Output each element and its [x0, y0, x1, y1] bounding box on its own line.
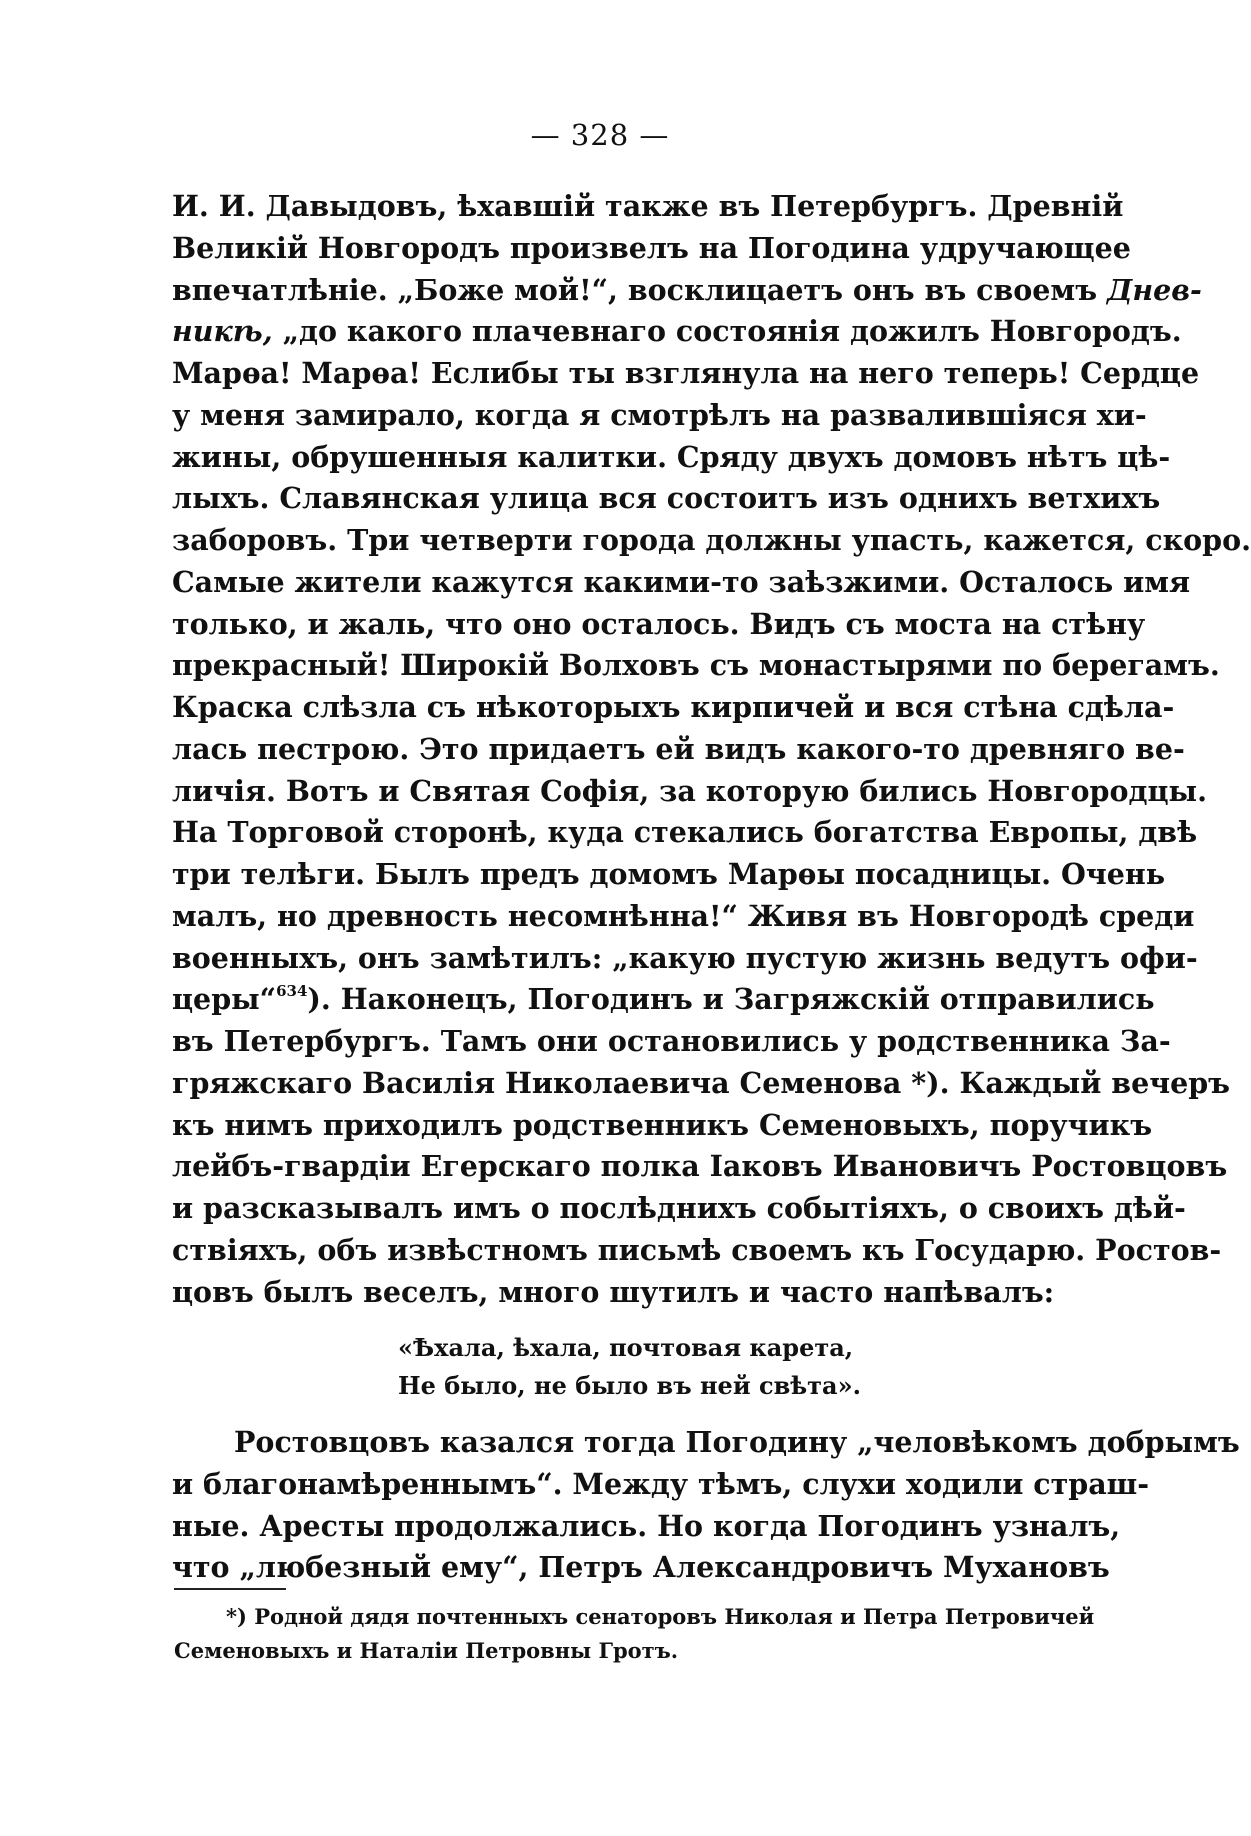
verse-quote [398, 1329, 861, 1405]
text-line: Марѳа! Марѳа! Еслибы ты взглянула на него теперь! Сердце [172, 356, 1200, 390]
page-number: — 328 — [530, 118, 670, 152]
paragraph-2 [172, 1422, 1240, 1589]
text-line: личія. Вотъ и Святая Софія, за которую бились Новгородцы. [172, 773, 1208, 808]
verse-line: «Ѣхала, ѣхала, почтовая карета, [398, 1333, 854, 1362]
text-line: только, и жаль, что оно осталось. Видъ съ моста на стѣну [172, 606, 1146, 641]
text-line: ные. Аресты продолжались. Но когда Погодинъ узналъ, [172, 1508, 1121, 1543]
text-line: заборовъ. Три четверти города должны упасть, кажется, скоро. [172, 523, 1251, 557]
footnote-line: *) Родной дядя почтенныхъ сенаторовъ Николая и Петра Петровичей [226, 1604, 1095, 1629]
text-line: гряжскаго Василія Николаевича Семенова *). Каждый вечеръ [172, 1065, 1231, 1100]
text-line: цовъ былъ веселъ, много шутилъ и часто напѣвалъ: [172, 1274, 1055, 1309]
text-line [172, 979, 1155, 1021]
text-line: И. И. Давыдовъ, ѣхавшій также въ Петербургъ. Древній [172, 189, 1124, 223]
footnote [174, 1600, 1095, 1668]
text-span: „до какого плачевнаго состоянія дожилъ Новгородъ. [282, 314, 1182, 349]
text-span: впечатлѣніе. „Боже мой!“, восклицаетъ онъ въ своемъ [172, 272, 1098, 307]
text-line [172, 311, 1182, 353]
text-line: лейбъ-гвардіи Егерскаго полка Іаковъ Ивановичъ Ростовцовъ [172, 1149, 1228, 1184]
text-line: Великій Новгородъ произвелъ на Погодина удручающее [172, 230, 1131, 265]
text-line: къ нимъ приходилъ родственникъ Семеновыхъ, поручикъ [172, 1107, 1153, 1142]
text-line: военныхъ, онъ замѣтилъ: „какую пустую жизнь ведутъ офи- [172, 940, 1198, 975]
text-line: ствіяхъ, объ извѣстномъ письмѣ своемъ къ Государю. Ростов- [172, 1232, 1222, 1267]
text-line: лыхъ. Славянская улица вся состоитъ изъ однихъ ветхихъ [172, 481, 1161, 516]
text-line: жины, обрушенныя калитки. Сряду двухъ домовъ нѣтъ цѣ- [172, 439, 1171, 474]
text-line: Ростовцовъ казался тогда Погодину „человѣкомъ добрымъ [234, 1425, 1240, 1459]
text-line: что „любезный ему“, Петръ Александровичъ Мухановъ [172, 1550, 1110, 1585]
text-line: прекрасный! Широкій Волховъ съ монастырями по берегамъ. [172, 648, 1220, 683]
text-span: ). Наконецъ, Погодинъ и Загряжскій отправились [307, 982, 1155, 1017]
text-line: у меня замирало, когда я смотрѣлъ на развалившіяся хи- [172, 397, 1147, 432]
text-line: Краска слѣзла съ нѣкоторыхъ кирпичей и вся стѣна сдѣла- [172, 690, 1175, 724]
text-span: церы“ [172, 982, 277, 1017]
text-line: въ Петербургъ. Тамъ они остановились у родственника За- [172, 1024, 1171, 1058]
verse-line: Не было, не было въ ней свѣта». [398, 1371, 861, 1400]
footnote-divider [174, 1588, 286, 1590]
italic-word: Днев- [1107, 272, 1202, 307]
text-line: Самые жители кажутся какими-то заѣзжими. Осталось имя [172, 564, 1191, 599]
footnote-reference: 634 [276, 982, 308, 1001]
italic-word: никѣ, [172, 314, 273, 349]
text-line: малъ, но древность несомнѣнна!“ Живя въ Новгородѣ среди [172, 898, 1195, 933]
text-line: и благонамѣреннымъ“. Между тѣмъ, слухи ходили страш- [172, 1466, 1150, 1501]
text-line: три телѣги. Былъ предъ домомъ Марѳы посадницы. Очень [172, 857, 1166, 891]
paragraph-1 [172, 186, 1251, 1313]
text-line: и разсказывалъ имъ о послѣднихъ событіяхъ, о своихъ дѣй- [172, 1191, 1186, 1225]
footnote-line: Семеновыхъ и Наталіи Петровны Гротъ. [174, 1638, 679, 1663]
text-line: лась пестрою. Это придаетъ ей видъ какого-то древняго ве- [172, 731, 1185, 766]
text-line: На Торговой сторонѣ, куда стекались богатства Европы, двѣ [172, 815, 1198, 850]
text-line [172, 270, 1202, 312]
